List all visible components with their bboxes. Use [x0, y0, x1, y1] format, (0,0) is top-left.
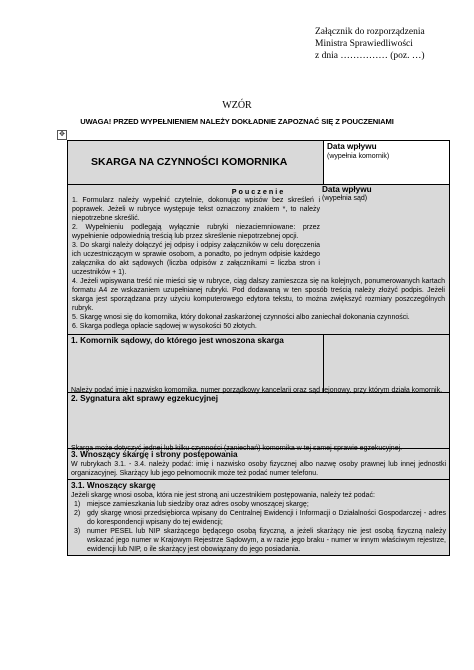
date-komornik-label: Data wpływu: [327, 142, 377, 151]
section-2-header: [68, 393, 450, 449]
warning-heading: UWAGA! PRZED WYPEŁNIENIEM NALEŻY DOKŁADNIE ZAPOZNAĆ SIĘ Z POUCZENIAMI: [80, 117, 394, 126]
list-item-text: gdy skargę wnosi przedsiębiorca wpisany do Centralnej Ewidencji i Informacji o Działalności Gospodarczej - adres do korespondencji wpisany do tej ewidencji;: [87, 510, 446, 526]
date-komornik-sub: (wypełnia komornik): [327, 153, 390, 160]
form-title-cell: [68, 141, 324, 185]
date-sad-block[interactable]: [322, 185, 445, 202]
annex-line-1: Załącznik do rozporządzenia: [315, 27, 425, 37]
date-sad-sub: (wypełnia sąd): [322, 195, 368, 202]
section-3-title: 3. Wnoszący skargę i strony postępowania: [71, 450, 238, 459]
list-item: [71, 500, 446, 509]
section-3-1-description: Jeżeli skargę wnosi osoba, która nie jest stroną ani uczestnikiem postępowania, należy też podać:: [71, 492, 375, 499]
list-item: [71, 527, 446, 554]
pouczenie-item-5: 5. Skargę wnosi się do komornika, który dokonał zaskarżonej czynności albo zaniechał dokonania czynności.: [72, 314, 410, 321]
section-1-header-right: [324, 335, 450, 393]
section-3-header: [68, 449, 450, 480]
list-item: [71, 509, 446, 527]
section-1-title: 1. Komornik sądowy, do którego jest wnoszona skarga: [71, 336, 284, 345]
list-item-text: miejsce zamieszkania lub siedziby oraz adres osoby wnoszącej skargę;: [87, 501, 309, 508]
pouczenie-title: Pouczenie: [231, 187, 286, 196]
section-3-1-list: [71, 500, 446, 554]
annex-line-3: z dnia …………… (poz. …): [315, 51, 425, 61]
table-move-handle-icon[interactable]: ✥: [57, 130, 67, 140]
section-3-description: W rubrykach 3.1. - 3.4. należy podać: imię i nazwisko osoby fizycznej albo nazwę osoby prawnej lub innej jednostki organizacyjnej. Skarżący lub jego pełnomocnik może też podać numer telefonu.: [71, 461, 446, 477]
section-2-title: 2. Sygnatura akt sprawy egzekucyjnej: [71, 394, 218, 403]
annex-note: [315, 26, 425, 62]
section-3-1-header: [68, 480, 450, 556]
pouczenie-item-3: 3. Do skargi należy dołączyć jej odpisy i odpisy załączników w celu doręczenia ich uczestniczącym w sprawie osobom, a ponadto, po jednym odpisie każdego załącznika do akt sądowych (liczba odpisów z załącznikami = liczba stron i uczestników + 1).: [72, 242, 320, 276]
wzor-label: WZÓR: [222, 100, 252, 111]
complaint-form-table: [67, 140, 450, 556]
annex-line-2: Ministra Sprawiedliwości: [315, 39, 413, 49]
date-komornik-cell[interactable]: [324, 141, 450, 185]
list-item-number: 1): [74, 501, 81, 508]
list-item-number: 2): [74, 510, 81, 517]
section-3-1-title: 3.1. Wnoszący skargę: [71, 481, 156, 490]
pouczenie-item-6: 6. Skarga podlega opłacie sądowej w wysokości 50 złotych.: [72, 323, 257, 330]
list-item-number: 3): [74, 528, 81, 535]
pouczenie-item-4: 4. Jeżeli wpisywana treść nie mieści się w rubryce, ciąg dalszy zamieszcza się na kolejnych, ponumerowanych kartach formatu A4 ze wskazaniem uzupełnianej rubryki. Pod dodawaną w ten sposób treścią należy złożyć podpis. Jeżeli skarga jest sporządzana przy użyciu komputerowego edytora tekstu, to można zwiększyć rozmiary poszczególnych rubryk.: [72, 278, 445, 312]
section-1-description: Należy podać imię i nazwisko komornika, numer porządkowy kancelarii oraz sąd rejonowy, przy którym działa komornik.: [71, 387, 443, 394]
section-2-description: Skarga może dotyczyć jednej lub kilku czynności (zaniechań) komornika w tej samej sprawie egzekucyjnej.: [71, 445, 403, 452]
section-1-header: [68, 335, 324, 393]
list-item-text: numer PESEL lub NIP skarżącego będącego osobą fizyczną, a jeżeli skarżący nie jest osobą fizyczną należy wskazać jego numer w Krajowym Rejestrze Sądowym, a w razie jego braku - numer w innym właściwym rejestrze, ewidencji lub NIP, o ile skarżący jest obowiązany do jego posiadania.: [87, 528, 446, 553]
pouczenie-item-2: 2. Wypełnieniu podlegają wyłącznie rubryki niezaciemniowane: przez wypełnienie odpowiednią treścią lub przez skreślenie niepotrzebnej opcji.: [72, 224, 320, 240]
date-sad-label: Data wpływu: [322, 185, 372, 194]
pouczenie-item-1: 1. Formularz należy wypełnić czytelnie, dokonując wpisów bez skreśleń i poprawek. Jeżeli w rubryce występuje tekst oznaczony znakiem *, to należy niepotrzebne skreślić.: [72, 197, 320, 222]
pouczenie-section: [68, 185, 450, 335]
form-title: SKARGA NA CZYNNOŚCI KOMORNIKA: [91, 156, 288, 168]
